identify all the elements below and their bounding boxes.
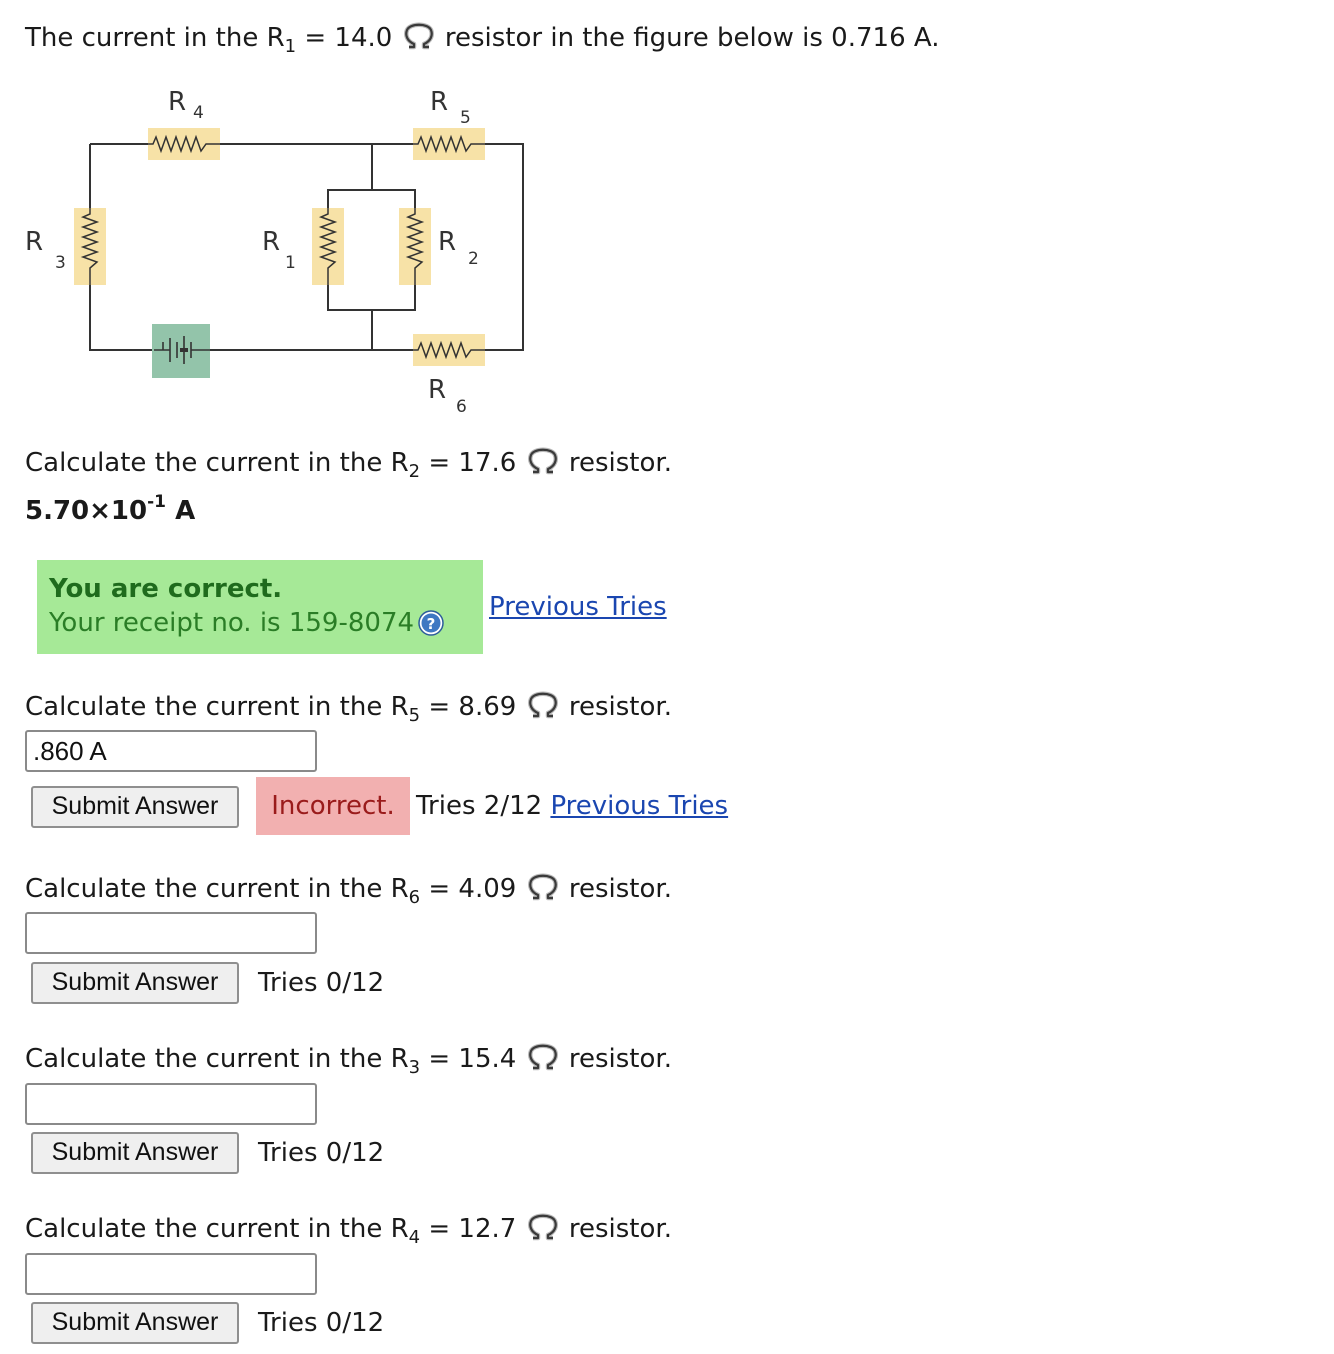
subscript: 6 bbox=[408, 887, 421, 908]
r1-subscript: 1 bbox=[285, 253, 296, 273]
question-text: = 17.6 bbox=[420, 448, 525, 478]
question-r5 bbox=[25, 689, 672, 726]
answer-exponent: -1 bbox=[147, 492, 167, 512]
circuit-diagram bbox=[20, 80, 540, 425]
question-text: resistor. bbox=[560, 692, 672, 722]
subscript: 3 bbox=[408, 1057, 421, 1078]
r5-subscript: 5 bbox=[460, 108, 471, 128]
r4-label: R bbox=[168, 87, 187, 117]
svg-text:?: ? bbox=[426, 615, 436, 633]
tries-count-r4: Tries 0/12 bbox=[258, 1308, 385, 1338]
question-text: Calculate the current in the R bbox=[25, 692, 409, 722]
tries-count-r5 bbox=[416, 791, 728, 821]
ohm-symbol-icon bbox=[525, 689, 561, 719]
answer-input-r3[interactable] bbox=[25, 1083, 317, 1125]
submit-answer-button-r4[interactable]: Submit Answer bbox=[31, 1302, 239, 1344]
correct-feedback bbox=[37, 560, 483, 654]
question-text: resistor. bbox=[560, 874, 672, 904]
submitted-answer-r2 bbox=[25, 492, 196, 526]
statement-text: The current in the R bbox=[25, 23, 285, 53]
ohm-symbol-icon bbox=[525, 445, 561, 475]
battery-icon bbox=[152, 324, 210, 378]
r2-label: R bbox=[438, 227, 457, 257]
receipt-line bbox=[49, 606, 471, 640]
r4-subscript: 4 bbox=[193, 103, 204, 123]
resistor-r2 bbox=[399, 208, 479, 285]
ohm-symbol-icon bbox=[525, 1211, 561, 1241]
ohm-symbol-icon bbox=[401, 20, 437, 50]
submit-answer-button-r5[interactable]: Submit Answer bbox=[31, 786, 239, 828]
question-text: Calculate the current in the R bbox=[25, 1214, 409, 1244]
resistor-r6 bbox=[413, 334, 485, 417]
question-text: resistor. bbox=[560, 1044, 672, 1074]
tries-count-r3: Tries 0/12 bbox=[258, 1138, 385, 1168]
resistor-r1 bbox=[262, 208, 344, 285]
question-text: = 4.09 bbox=[420, 874, 525, 904]
circuit-wires bbox=[90, 144, 523, 350]
answer-input-r5[interactable] bbox=[25, 730, 317, 772]
problem-statement bbox=[25, 20, 940, 57]
question-r4 bbox=[25, 1211, 672, 1248]
question-text: Calculate the current in the R bbox=[25, 1044, 409, 1074]
tries-count-r6: Tries 0/12 bbox=[258, 968, 385, 998]
previous-tries-link-r5[interactable]: Previous Tries bbox=[550, 791, 729, 821]
question-r3 bbox=[25, 1041, 672, 1078]
r3-subscript: 3 bbox=[55, 253, 66, 273]
submit-answer-button-r6[interactable]: Submit Answer bbox=[31, 962, 239, 1004]
question-text: Calculate the current in the R bbox=[25, 448, 409, 478]
question-text: resistor. bbox=[560, 1214, 672, 1244]
submit-answer-button-r3[interactable]: Submit Answer bbox=[31, 1132, 239, 1174]
statement-text: resistor in the figure below is 0.716 A. bbox=[436, 23, 940, 53]
question-text: = 15.4 bbox=[420, 1044, 525, 1074]
question-r6 bbox=[25, 871, 672, 908]
tries-text: Tries 2/12 bbox=[416, 791, 543, 821]
subscript: 4 bbox=[408, 1227, 421, 1248]
r6-subscript: 6 bbox=[456, 397, 467, 417]
answer-input-r6[interactable] bbox=[25, 912, 317, 954]
subscript: 1 bbox=[284, 36, 297, 57]
question-text: = 12.7 bbox=[420, 1214, 525, 1244]
answer-mantissa: 5.70×10 bbox=[25, 496, 148, 526]
ohm-symbol-icon bbox=[525, 1041, 561, 1071]
answer-unit: A bbox=[166, 496, 196, 526]
help-icon[interactable] bbox=[418, 610, 444, 636]
subscript: 5 bbox=[408, 705, 421, 726]
receipt-text: Your receipt no. is 159-8074 bbox=[49, 608, 415, 638]
r1-label: R bbox=[262, 227, 281, 257]
question-text: Calculate the current in the R bbox=[25, 874, 409, 904]
question-text: = 8.69 bbox=[420, 692, 525, 722]
r6-label: R bbox=[428, 375, 447, 405]
r2-subscript: 2 bbox=[468, 249, 479, 269]
resistor-r3 bbox=[25, 208, 106, 285]
question-r2 bbox=[25, 445, 672, 482]
resistor-r4 bbox=[148, 87, 220, 160]
incorrect-feedback: Incorrect. bbox=[256, 777, 410, 835]
answer-input-r4[interactable] bbox=[25, 1253, 317, 1295]
resistor-r5 bbox=[413, 87, 485, 160]
r3-label: R bbox=[25, 227, 44, 257]
ohm-symbol-icon bbox=[525, 871, 561, 901]
previous-tries-link-r2[interactable]: Previous Tries bbox=[489, 592, 667, 622]
subscript: 2 bbox=[408, 461, 421, 482]
statement-text: = 14.0 bbox=[296, 23, 401, 53]
feedback-title: You are correct. bbox=[49, 574, 283, 604]
question-text: resistor. bbox=[560, 448, 672, 478]
r5-label: R bbox=[430, 87, 449, 117]
